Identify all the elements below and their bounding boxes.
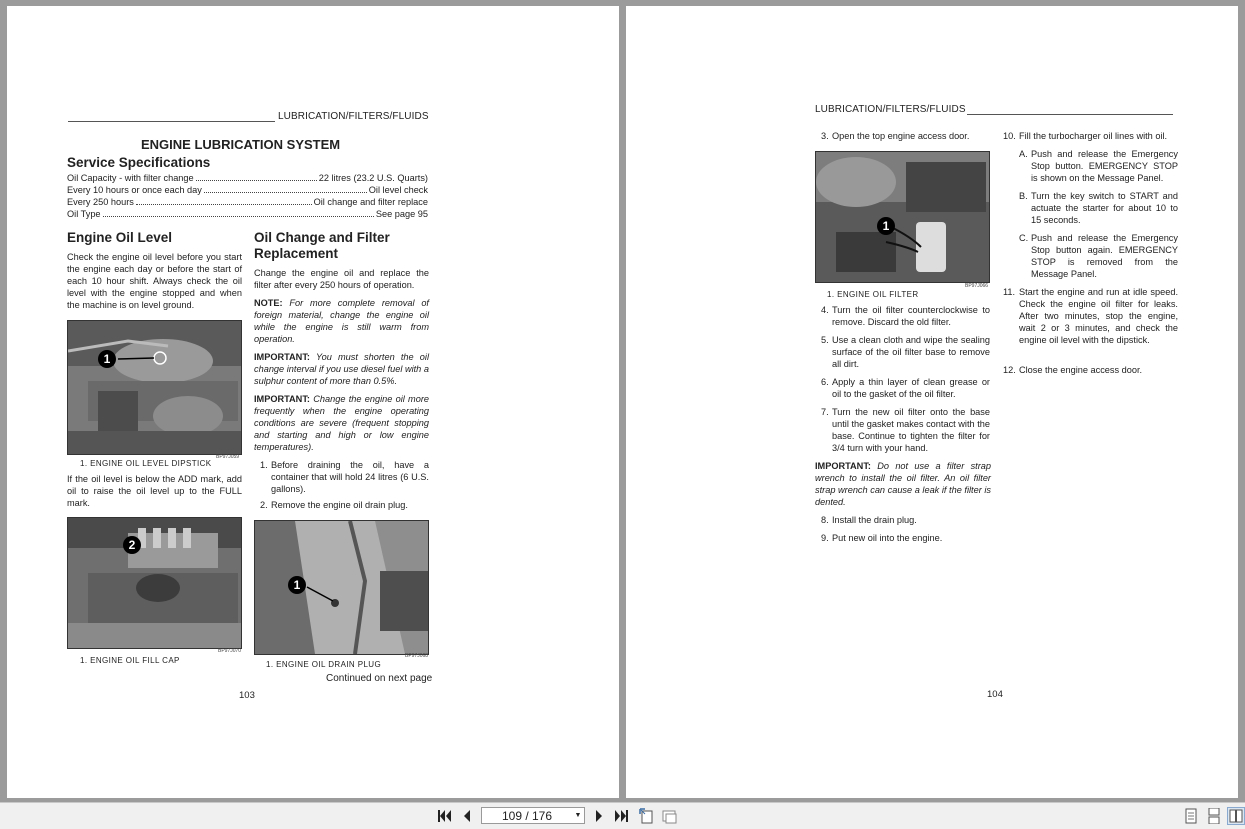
spec-label: Oil Capacity - with filter change	[67, 173, 194, 183]
previous-page-icon[interactable]	[458, 807, 476, 825]
step-text: Turn the new oil filter onto the base until the gasket makes contact with the base. Continue to tighten the filter for 3/4 turn with your hand.	[832, 407, 990, 453]
important-block	[254, 393, 429, 453]
document-page-103	[7, 6, 619, 798]
sub-step-label: B.	[1019, 191, 1028, 201]
step-text: Open the top engine access door.	[832, 131, 970, 141]
step-item	[1003, 364, 1178, 376]
page-number: 103	[239, 690, 255, 701]
spec-label: Oil Type	[67, 209, 101, 219]
step-number: 5.	[821, 335, 829, 345]
note-label: NOTE:	[254, 298, 283, 308]
step-item	[821, 304, 990, 328]
step-number: 12.	[1003, 365, 1016, 375]
figure-caption: 1. ENGINE OIL LEVEL DIPSTICK	[80, 459, 212, 468]
spec-value: 22 litres (23.2 U.S. Quarts)	[318, 173, 428, 183]
callout-badge: 1	[877, 217, 895, 235]
spec-label: Every 10 hours or once each day	[67, 185, 202, 195]
important-text: Do not use a filter strap wrench to install the oil filter. An oil filter strap wrench can cause a leak if the filter is dented.	[815, 461, 992, 507]
oil-change-intro: Change the engine oil and replace the filter after every 250 hours of operation.	[254, 268, 429, 290]
step-text: Remove the engine oil drain plug.	[271, 500, 408, 510]
first-page-icon[interactable]	[436, 807, 454, 825]
oil-change-heading-line1: Oil Change and Filter	[254, 230, 390, 245]
step-text: Use a clean cloth and wipe the sealing surface of the oil filter base to remove all dirt.	[832, 335, 990, 369]
important-label: IMPORTANT:	[254, 394, 310, 404]
step-item	[1003, 130, 1178, 142]
step-number: 1.	[260, 460, 268, 470]
drain-plug-photo	[254, 520, 429, 655]
figure-caption: 1. ENGINE OIL FILL CAP	[80, 656, 180, 665]
step-number: 11.	[1003, 287, 1016, 297]
continuous-page-icon[interactable]	[1205, 807, 1223, 825]
section-title: ENGINE LUBRICATION SYSTEM	[141, 137, 341, 152]
step-text: Install the drain plug.	[832, 515, 917, 525]
important-label: IMPORTANT:	[254, 352, 310, 362]
step-text: Apply a thin layer of clean grease or oil to the gasket of the oil filter.	[832, 377, 990, 399]
step-number: 8.	[821, 515, 829, 525]
oil-filter-photo	[815, 151, 990, 283]
document-page-104	[626, 6, 1238, 798]
dipstick-photo-image	[68, 321, 241, 454]
sub-step-item	[1019, 190, 1178, 226]
step-text: Close the engine access door.	[1019, 365, 1143, 375]
last-page-icon[interactable]	[612, 807, 630, 825]
continued-note: Continued on next page	[326, 673, 433, 684]
step-item	[821, 376, 990, 400]
page-number: 104	[987, 689, 1003, 700]
spec-label: Every 250 hours	[67, 197, 134, 207]
fill-cap-photo-image	[68, 518, 241, 648]
page-header: LUBRICATION/FILTERS/FLUIDS	[815, 104, 966, 115]
fit-page-icon[interactable]	[638, 807, 656, 825]
oil-level-heading: Engine Oil Level	[67, 230, 173, 245]
sub-step-item	[1019, 232, 1178, 280]
figure-caption: 1. ENGINE OIL FILTER	[827, 290, 919, 299]
figure-caption: 1. ENGINE OIL DRAIN PLUG	[266, 660, 382, 669]
fill-cap-photo	[67, 517, 242, 649]
header-rule	[68, 121, 275, 122]
sub-step-item	[1019, 148, 1178, 184]
sub-step-text: Turn the key switch to START and actuate the starter for about 10 to 15 seconds.	[1031, 191, 1178, 225]
step-number: 2.	[260, 500, 268, 510]
single-page-icon[interactable]	[1182, 807, 1200, 825]
step-item	[821, 532, 990, 544]
step-number: 4.	[821, 305, 829, 315]
step-item	[821, 514, 990, 526]
step-item	[821, 406, 990, 454]
step-text: Put new oil into the engine.	[832, 533, 943, 543]
step-item	[821, 130, 991, 142]
figure-code: BP97J066	[965, 283, 989, 289]
important-text: Change the engine oil more frequently when the engine operating conditions are severe (frequent stopping and starting and high or low engine temperatures).	[254, 394, 429, 452]
spec-value: Oil change and filter replace	[313, 197, 428, 207]
important-text: You must shorten the oil change interval if you use diesel fuel with a sulphur content of more than 0.5%.	[254, 352, 429, 386]
step-number: 9.	[821, 533, 829, 543]
callout-badge: 2	[123, 536, 141, 554]
spec-value: Oil level check	[368, 185, 428, 195]
spec-value: See page 95	[375, 209, 428, 219]
two-page-icon[interactable]	[1227, 807, 1245, 825]
step-item	[260, 499, 429, 511]
spec-row	[67, 208, 428, 220]
step-text: Before draining the oil, have a container that will hold 24 litres (6 U.S. gallons).	[271, 460, 429, 494]
callout-badge: 1	[288, 576, 306, 594]
next-page-icon[interactable]	[590, 807, 608, 825]
sub-step-label: A.	[1019, 149, 1028, 159]
chevron-down-icon: ▼	[574, 812, 582, 819]
spec-row	[67, 196, 428, 208]
step-item	[260, 459, 429, 495]
note-text: For more complete removal of foreign material, change the engine oil while the engine is still warm from operation.	[254, 298, 429, 344]
page-number-select[interactable]	[481, 807, 585, 824]
dipstick-photo	[67, 320, 242, 455]
step-item	[821, 334, 990, 370]
step-number: 10.	[1003, 131, 1016, 141]
service-specs-table	[67, 172, 428, 220]
figure-code: BP97J070	[218, 648, 242, 654]
oil-level-intro: Check the engine oil level before you start the engine each day or before the start of each 10 hour shift. Always check the oil level with the engine stopped and when the machine is on level ground.	[67, 252, 242, 310]
spec-row	[67, 184, 428, 196]
drain-plug-photo-image	[255, 521, 428, 654]
step-item	[1003, 286, 1178, 346]
figure-code: BP97J059	[216, 454, 240, 460]
oil-change-heading-line2: Replacement	[254, 246, 339, 261]
step-text: Turn the oil filter counterclockwise to remove. Discard the old filter.	[832, 305, 990, 327]
oil-change-heading	[254, 230, 390, 262]
sub-step-text: Push and release the Emergency Stop button again. EMERGENCY STOP is removed from the Message Panel.	[1031, 233, 1178, 279]
fit-width-icon[interactable]	[661, 807, 679, 825]
step-text: Start the engine and run at idle speed. Check the engine oil filter for leaks. After two minutes, stop the engine, wait 2 or 3 minutes, and check the engine oil level with the dipstick.	[1019, 287, 1178, 345]
step-text: Fill the turbocharger oil lines with oil.	[1019, 131, 1168, 141]
step-number: 6.	[821, 377, 829, 387]
note-block	[254, 297, 429, 345]
page-indicator: 109 / 176	[501, 808, 553, 823]
callout-badge: 1	[98, 350, 116, 368]
step-number: 3.	[821, 131, 829, 141]
oil-filter-photo-image	[816, 152, 989, 282]
page-header: LUBRICATION/FILTERS/FLUIDS	[278, 111, 429, 122]
figure-code: BP97J068	[405, 653, 429, 659]
important-block	[815, 460, 991, 508]
important-label: IMPORTANT:	[815, 461, 871, 471]
step-number: 7.	[821, 407, 829, 417]
oil-level-after-text: If the oil level is below the ADD mark, add oil to raise the oil level up to the FULL mark.	[67, 474, 242, 508]
important-block	[254, 351, 429, 387]
header-rule	[967, 114, 1173, 115]
sub-step-label: C.	[1019, 233, 1029, 243]
spec-row	[67, 172, 428, 184]
viewer-toolbar	[0, 802, 1245, 829]
sub-step-text: Push and release the Emergency Stop button. EMERGENCY STOP is shown on the Message Panel.	[1031, 149, 1178, 183]
service-specs-heading: Service Specifications	[67, 155, 211, 170]
